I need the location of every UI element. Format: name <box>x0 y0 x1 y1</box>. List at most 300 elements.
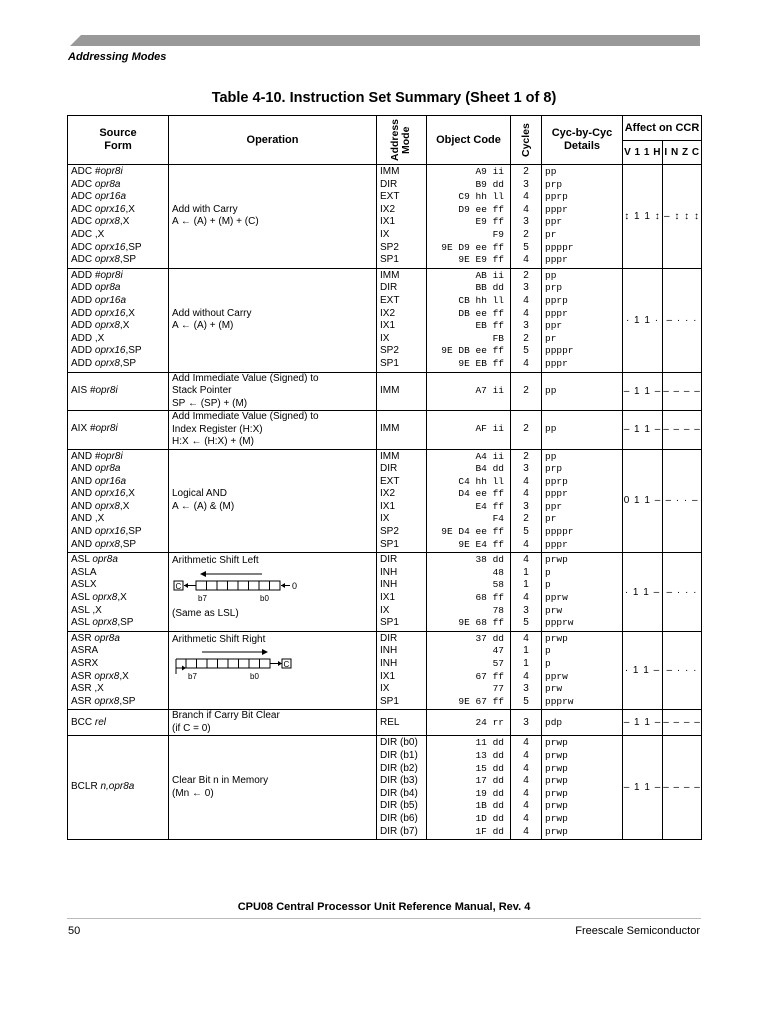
cycle-detail: prwp <box>545 775 568 787</box>
object-code: 9E D4 ee ff <box>441 526 504 538</box>
cycle-detail: pprw <box>545 670 568 682</box>
cycle-count: 2 <box>523 332 529 344</box>
operation-line: Arithmetic Shift Right <box>172 633 266 645</box>
object-code-cell <box>427 736 511 840</box>
object-code: E9 ff <box>475 216 504 228</box>
object-code: 11 dd <box>475 737 504 749</box>
object-code: 15 dd <box>475 762 504 774</box>
source-form-line <box>71 539 165 552</box>
cyc-details-cell <box>542 631 623 710</box>
cycle-count: 5 <box>523 345 529 357</box>
operand: oprx8 <box>94 216 120 228</box>
table-row <box>68 710 702 736</box>
source-form-line <box>71 216 165 229</box>
cyc-details-cell <box>542 449 623 553</box>
source-form-line <box>71 166 165 179</box>
ccr-left-cell: – 1 1 – <box>623 736 663 840</box>
cycle-count: 2 <box>523 450 529 462</box>
address-mode: IX1 <box>380 592 396 604</box>
cycle-detail: pprw <box>545 592 568 604</box>
cycle-count: 4 <box>523 554 529 566</box>
address-mode: EXT <box>380 191 400 203</box>
mnemonic: ADC <box>71 241 95 253</box>
object-code: D9 ee ff <box>458 203 504 215</box>
operand: n,opr8a <box>100 781 135 793</box>
operand: oprx8 <box>92 592 118 604</box>
mnemonic: ADC <box>71 191 95 203</box>
object-code: AF ii <box>475 423 504 435</box>
object-code: 77 <box>492 683 504 695</box>
cycle-count: 4 <box>523 307 529 319</box>
mnemonic: ADD <box>71 307 95 319</box>
cycle-detail: p <box>545 566 551 578</box>
cycle-count: 2 <box>523 384 529 396</box>
address-mode: DIR (b0) <box>380 737 418 749</box>
operation-line: Branch if Carry Bit Clear <box>172 710 280 722</box>
col-header-cyc-details: Cyc-by-Cyc Details <box>542 116 623 165</box>
source-form-line <box>71 592 165 605</box>
cycle-detail: pp <box>545 269 557 281</box>
operand-suffix: ,SP <box>119 357 137 369</box>
operand-suffix: ,X <box>94 683 104 695</box>
address-mode: INH <box>380 566 398 578</box>
mnemonic: ASL <box>71 604 93 616</box>
address-mode-cell <box>377 411 427 450</box>
operand: oprx16 <box>94 241 126 253</box>
cycle-detail: pdp <box>545 716 563 728</box>
source-form-line <box>71 191 165 204</box>
cycle-count: 5 <box>523 695 529 707</box>
operand: oprx8 <box>94 500 120 512</box>
mnemonic: ASL <box>71 592 93 604</box>
cycle-count: 3 <box>523 500 529 512</box>
operation-line: Add Immediate Value (Signed) to <box>172 372 319 384</box>
mnemonic: ADD <box>71 294 95 306</box>
table-row <box>68 736 702 840</box>
operation-line: A ← (A) + (M) + (C) <box>172 216 259 228</box>
cyc-details-cell <box>542 268 623 372</box>
address-mode: IMM <box>380 450 400 462</box>
source-form-line <box>71 696 165 709</box>
col-header-source-form: Source Form <box>68 116 169 165</box>
operand: oprx16 <box>94 526 126 538</box>
source-form-line <box>71 463 165 476</box>
address-mode: DIR (b6) <box>380 812 418 824</box>
cycle-count: 3 <box>523 282 529 294</box>
operand: opr8a <box>94 463 121 475</box>
table-row <box>68 165 702 269</box>
cycle-detail: ppr <box>545 320 563 332</box>
cycle-detail: pprp <box>545 191 568 203</box>
ccr-left-cell: – 1 1 – <box>623 710 663 736</box>
cycle-detail: p <box>545 645 551 657</box>
object-code: B9 dd <box>475 178 504 190</box>
ccr-left-cell: 0 1 1 – <box>623 449 663 553</box>
cycle-detail: ppppr <box>545 345 574 357</box>
operand-suffix: ,SP <box>125 526 142 538</box>
ccr-left-cell: – 1 1 – <box>623 372 663 411</box>
object-code: F4 <box>492 513 504 525</box>
cycle-detail: prp <box>545 282 563 294</box>
operand: opr16a <box>94 191 127 203</box>
mnemonic: AIS <box>71 384 90 396</box>
address-mode: INH <box>380 658 398 669</box>
cycle-detail: ppprw <box>545 617 574 629</box>
object-code: 9E E4 ff <box>458 538 504 550</box>
source-form-cell <box>68 631 169 710</box>
mnemonic: ASRX <box>71 658 99 669</box>
bit0-label: b0 <box>260 593 269 603</box>
cycle-count: 2 <box>523 513 529 525</box>
footer-page-number: 50 <box>68 925 81 937</box>
operation-line: A ← (A) + (M) <box>172 320 234 332</box>
operand-suffix: ,X <box>119 216 130 228</box>
operand-suffix: ,X <box>94 332 105 344</box>
source-form-cell <box>68 411 169 450</box>
source-form-line <box>71 476 165 489</box>
table-row <box>68 449 702 553</box>
ccr-right-cell: – · · · <box>663 553 702 632</box>
operation-line: A ← (A) & (M) <box>172 500 235 512</box>
table-row <box>68 268 702 372</box>
operation-cell <box>169 631 377 710</box>
operand: oprx16 <box>94 307 126 319</box>
object-code-cell <box>427 553 511 632</box>
source-form-line <box>71 270 165 283</box>
mnemonic: ADC <box>71 228 95 240</box>
mnemonic: ADC <box>71 178 95 190</box>
object-code: B4 dd <box>475 463 504 475</box>
cycle-count: 4 <box>523 592 529 604</box>
source-form-line <box>71 501 165 514</box>
cyc-details-cell <box>542 710 623 736</box>
operation-line: SP ← (SP) + (M) <box>172 397 248 409</box>
mnemonic: ADC <box>71 166 95 177</box>
carry-box-label: C <box>175 581 182 591</box>
operand-suffix: ,X <box>125 488 135 500</box>
operand: opr8a <box>94 632 120 644</box>
address-mode: IX1 <box>380 670 396 682</box>
object-code: E4 ff <box>475 500 504 512</box>
operation-line: Add with Carry <box>172 203 238 215</box>
object-code: FB <box>492 332 504 344</box>
cycle-detail: prwp <box>545 825 568 837</box>
operand: oprx8 <box>94 320 120 332</box>
bit7-label: b7 <box>198 593 207 603</box>
mnemonic: AND <box>71 526 95 538</box>
operand: oprx16 <box>94 203 126 215</box>
mnemonic: ASR <box>71 695 95 707</box>
source-form-line <box>71 204 165 217</box>
address-mode: IX <box>380 604 390 616</box>
mnemonic: ADC <box>71 203 95 215</box>
mnemonic: AND <box>71 513 95 525</box>
operand-suffix: ,X <box>125 307 135 319</box>
col-header-cycles: Cycles <box>511 116 542 165</box>
address-mode: IX <box>380 228 390 240</box>
operand-suffix: ,SP <box>119 538 137 550</box>
cycle-detail: prp <box>545 463 563 475</box>
ccr-right-cell: – · · · <box>663 631 702 710</box>
cyc-details-cell <box>542 372 623 411</box>
address-mode-cell <box>377 553 427 632</box>
address-mode: IMM <box>380 384 400 396</box>
operand: oprx8 <box>94 254 120 266</box>
object-code: 47 <box>492 645 504 657</box>
address-mode: DIR <box>380 632 398 644</box>
operation-line: Clear Bit n in Memory <box>172 775 269 787</box>
source-form-line <box>71 717 165 730</box>
operation-cell <box>169 449 377 553</box>
ccr-right-cell: – – – – <box>663 411 702 450</box>
cycle-detail: p <box>545 579 551 591</box>
source-form-line <box>71 423 165 436</box>
object-code: 9E EB ff <box>458 357 504 369</box>
operation-cell <box>169 165 377 269</box>
source-form-cell <box>68 372 169 411</box>
operand-suffix: ,X <box>125 203 135 215</box>
cycle-detail: pprp <box>545 475 568 487</box>
operand-suffix: ,X <box>119 500 130 512</box>
source-form-line <box>71 358 165 371</box>
source-form-line <box>71 617 165 630</box>
cycle-count: 4 <box>523 254 529 266</box>
object-code: 67 ff <box>475 670 504 682</box>
address-mode: DIR <box>380 282 398 294</box>
source-form-line <box>71 671 165 684</box>
object-code-cell <box>427 268 511 372</box>
operand: opr8a <box>92 554 118 566</box>
cycle-detail: pppr <box>545 203 568 215</box>
object-code: 9E 67 ff <box>458 695 504 707</box>
object-code: F9 <box>492 228 504 240</box>
cycle-count: 4 <box>523 812 529 824</box>
cycles-cell <box>511 449 542 553</box>
source-form-cell <box>68 553 169 632</box>
mnemonic: ASL <box>71 617 93 629</box>
cycle-count: 3 <box>523 463 529 475</box>
cycles-cell <box>511 553 542 632</box>
ccr-right-cell: – ↕ ↕ ↕ <box>663 165 702 269</box>
table-row <box>68 372 702 411</box>
address-mode-cell <box>377 372 427 411</box>
cycle-detail: prw <box>545 683 563 695</box>
operation-cell <box>169 411 377 450</box>
ccr-left-cell: · 1 1 · <box>623 268 663 372</box>
cycle-detail: prwp <box>545 787 568 799</box>
operand-suffix: ,X <box>119 320 130 332</box>
object-code: 38 dd <box>475 554 504 566</box>
operation-note: (Same as LSL) <box>172 607 239 619</box>
table-row <box>68 553 702 632</box>
cycle-count: 5 <box>523 241 529 253</box>
address-mode: SP2 <box>380 526 399 538</box>
header-bar <box>70 35 700 46</box>
object-code-cell <box>427 631 511 710</box>
mnemonic: AND <box>71 500 95 512</box>
operand-suffix: ,X <box>94 513 105 525</box>
object-code-cell <box>427 165 511 269</box>
zero-input-label: 0 <box>292 580 298 591</box>
mnemonic: ASLA <box>71 566 97 578</box>
source-form-line <box>71 579 165 592</box>
source-form-line <box>71 179 165 192</box>
source-form-line <box>71 254 165 267</box>
operand-suffix: ,X <box>119 670 129 682</box>
cycles-cell <box>511 736 542 840</box>
source-form-line <box>71 229 165 242</box>
cycle-count: 3 <box>523 320 529 332</box>
ccr-right-cell: – · · – <box>663 449 702 553</box>
address-mode-cell <box>377 268 427 372</box>
cycle-detail: pr <box>545 332 557 344</box>
object-code: 68 ff <box>475 592 504 604</box>
object-code: 24 rr <box>475 716 504 728</box>
cycle-count: 4 <box>523 749 529 761</box>
cycle-detail: ppppr <box>545 241 574 253</box>
object-code-cell <box>427 411 511 450</box>
operation-cell <box>169 268 377 372</box>
cycles-cell <box>511 411 542 450</box>
mnemonic: ADD <box>71 269 95 281</box>
mnemonic: BCC <box>71 716 95 728</box>
mnemonic: AND <box>71 538 95 550</box>
ccr-left-cell: ↕ 1 1 ↕ <box>623 165 663 269</box>
operation-line: (Mn ← 0) <box>172 787 214 799</box>
cycles-cell <box>511 710 542 736</box>
source-form-line <box>71 513 165 526</box>
operand: opr8a <box>94 282 121 294</box>
operand-suffix: ,SP <box>125 241 142 253</box>
object-code: 9E E9 ff <box>458 254 504 266</box>
source-form-line <box>71 488 165 501</box>
cycle-count: 4 <box>523 800 529 812</box>
source-form-cell <box>68 268 169 372</box>
source-form-line <box>71 320 165 333</box>
section-title: Addressing Modes <box>68 51 167 63</box>
cycle-count: 4 <box>523 737 529 749</box>
operand: opr16a <box>94 475 127 487</box>
address-mode: REL <box>380 716 400 728</box>
cycles-cell <box>511 631 542 710</box>
cycle-detail: ppr <box>545 500 563 512</box>
source-form-line <box>71 683 165 696</box>
operand: oprx16 <box>94 345 126 357</box>
header-bar-notch <box>70 35 81 46</box>
shift-left-diagram <box>172 570 302 606</box>
cycle-detail: pp <box>545 423 557 435</box>
address-mode: SP1 <box>380 538 399 550</box>
address-mode: SP1 <box>380 617 399 629</box>
object-code: CB hh ll <box>458 294 504 306</box>
cycle-count: 1 <box>523 566 529 578</box>
operation-line: (if C = 0) <box>172 722 211 734</box>
mnemonic: ADD <box>71 345 95 357</box>
object-code: 58 <box>492 579 504 591</box>
mnemonic: ADC <box>71 216 95 228</box>
operand: opr8a <box>94 178 121 190</box>
object-code-cell <box>427 372 511 411</box>
cycle-detail: pppr <box>545 254 568 266</box>
cycle-detail: pprp <box>545 294 568 306</box>
ccr-left-cell: – 1 1 – <box>623 411 663 450</box>
cycle-count: 1 <box>523 658 529 669</box>
source-form-line <box>71 282 165 295</box>
cyc-details-cell <box>542 411 623 450</box>
address-mode: SP1 <box>380 695 399 707</box>
cycle-detail: prwp <box>545 812 568 824</box>
operation-line: H:X ← (H:X) + (M) <box>172 436 254 447</box>
cycle-count: 4 <box>523 787 529 799</box>
object-code: 1B dd <box>475 800 504 812</box>
cycle-detail: pr <box>545 228 557 240</box>
cycle-count: 5 <box>523 617 529 629</box>
object-code: 48 <box>492 566 504 578</box>
cycle-detail: ppprw <box>545 695 574 707</box>
operand: oprx8 <box>94 357 120 369</box>
mnemonic: AIX <box>71 423 90 435</box>
address-mode: DIR (b4) <box>380 787 418 799</box>
cycle-detail: p <box>545 658 551 669</box>
source-form-line <box>71 308 165 321</box>
cycle-detail: prwp <box>545 762 568 774</box>
cycle-detail: pr <box>545 513 557 525</box>
address-mode: DIR (b2) <box>380 762 418 774</box>
address-mode: SP1 <box>380 357 399 369</box>
cycle-detail: prwp <box>545 554 568 566</box>
cycle-count: 3 <box>523 178 529 190</box>
cycle-count: 4 <box>523 357 529 369</box>
cycle-count: 4 <box>523 203 529 215</box>
object-code: 19 dd <box>475 787 504 799</box>
cycle-count: 4 <box>523 294 529 306</box>
mnemonic: ASL <box>71 554 93 566</box>
object-code-cell <box>427 710 511 736</box>
source-form-line <box>71 451 165 464</box>
address-mode: IX <box>380 513 390 525</box>
operand: #opr8i <box>89 384 118 396</box>
ccr-left-cell: · 1 1 – <box>623 553 663 632</box>
operand-suffix: ,SP <box>119 254 137 266</box>
address-mode: IX2 <box>380 488 396 500</box>
address-mode: IX2 <box>380 203 396 215</box>
mnemonic: ASRA <box>71 645 99 657</box>
cycle-detail: prw <box>545 604 563 616</box>
operand: oprx8 <box>92 617 118 629</box>
cycle-detail: pp <box>545 450 557 462</box>
object-code: 17 dd <box>475 775 504 787</box>
cycle-detail: pppr <box>545 488 568 500</box>
address-mode: IX <box>380 332 390 344</box>
source-form-line <box>71 295 165 308</box>
cycle-count: 4 <box>523 488 529 500</box>
address-mode: DIR (b5) <box>380 800 418 812</box>
footer-manual-title: CPU08 Central Processor Unit Reference Manual, Rev. 4 <box>237 901 531 913</box>
cycle-count: 4 <box>523 475 529 487</box>
cycle-detail: pppr <box>545 357 568 369</box>
mnemonic: ADD <box>71 332 95 344</box>
cycle-count: 4 <box>523 762 529 774</box>
source-form-line <box>71 645 165 658</box>
table-row <box>68 631 702 710</box>
operand: opr16a <box>94 294 127 306</box>
operand: oprx8 <box>94 670 120 682</box>
cycle-count: 4 <box>523 825 529 837</box>
carry-box-label: C <box>283 660 290 670</box>
source-form-line <box>71 781 165 794</box>
cycle-detail: pp <box>545 166 557 177</box>
operation-line: Index Register (H:X) <box>172 423 263 435</box>
